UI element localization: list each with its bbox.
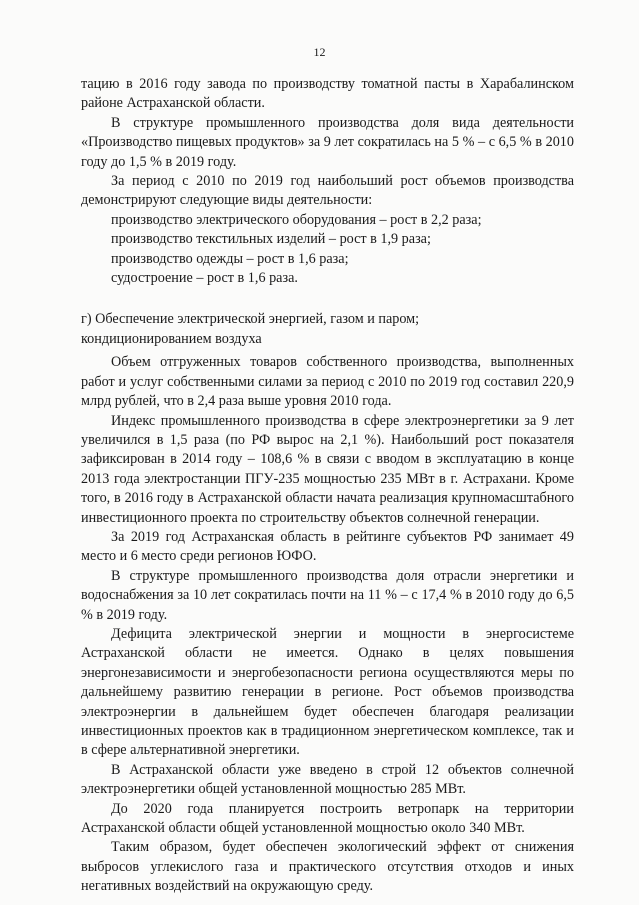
- paragraph: Индекс промышленного производства в сфере электроэнергетики за 9 лет увеличился в 1,5 раза (по РФ вырос на 2,1 %). Наибольший рост показателя зафиксирован в 2014 году – 108,6 % в связи с вводом в эксплуатацию в конце 2013 года электростанции ПГУ-235 мощностью 235 МВт в г. Астрахани. Кроме того, в 2016 году в Астраханской области начата реализация крупномасштабного инвестиционного проекта по строительству объектов солнечной генерации.: [81, 412, 574, 526]
- section-heading-line: кондиционированием воздуха: [81, 330, 262, 347]
- list-item: судостроение – рост в 1,6 раза.: [111, 270, 298, 287]
- paragraph: За период с 2010 по 2019 год наибольший рост объемов производства демонстрируют следующие виды деятельности:: [81, 173, 574, 209]
- list-item: производство текстильных изделий – рост в 1,9 раза;: [111, 231, 431, 248]
- page-number: 12: [313, 45, 326, 59]
- paragraph: До 2020 года планируется построить ветропарк на территории Астраханской области общей установленной мощностью около 340 МВт.: [81, 800, 574, 837]
- list-item: производство одежды – рост в 1,6 раза;: [111, 250, 349, 267]
- paragraph: тацию в 2016 году завода по производству томатной пасты в Харабалинском районе Астраханской области.: [81, 76, 574, 112]
- section-heading-line: г) Обеспечение электрической энергией, газом и паром;: [81, 311, 420, 328]
- paragraph: Дефицита электрической энергии и мощности в энергосистеме Астраханской области не имеется. Однако в целях повышения энергонезависимости и энергобезопасности региона осуществляются меры по дальнейшему развитию генерации в регионе. Рост объемов производства электроэнергии в дальнейшем будет обеспечен благодаря реализации инвестиционных проектов как в традиционном энергетическом комплексе, так и в сфере альтернативной энергетики.: [81, 625, 574, 759]
- paragraph: За 2019 год Астраханская область в рейтинге субъектов РФ занимает 49 место и 6 место среди регионов ЮФО.: [81, 528, 574, 565]
- list-item: производство электрического оборудования – рост в 2,2 раза;: [111, 211, 482, 228]
- paragraph: В структуре промышленного производства доля отрасли энергетики и водоснабжения за 10 лет сократилась почти на 11 % – с 17,4 % в 2010 году до 6,5 % в 2019 году.: [81, 567, 574, 623]
- paragraph: Таким образом, будет обеспечен экологический эффект от снижения выбросов углекислого газа и практического отсутствия отходов и иных негативных воздействий на окружающую среду.: [81, 839, 574, 895]
- document-body: [81, 75, 574, 897]
- paragraph: В структуре промышленного производства доля вида деятельности «Производство пищевых продуктов» за 9 лет сократилась на 5 % – с 6,5 % в 2010 году до 1,5 % в 2019 году.: [81, 114, 574, 170]
- paragraph: В Астраханской области уже введено в строй 12 объектов солнечной электроэнергетики общей установленной мощностью 285 МВт.: [81, 761, 574, 798]
- paragraph: Объем отгруженных товаров собственного производства, выполненных работ и услуг собственными силами за период с 2010 по 2019 год составил 220,9 млрд рублей, что в 2,4 раза выше уровня 2010 года.: [81, 354, 574, 410]
